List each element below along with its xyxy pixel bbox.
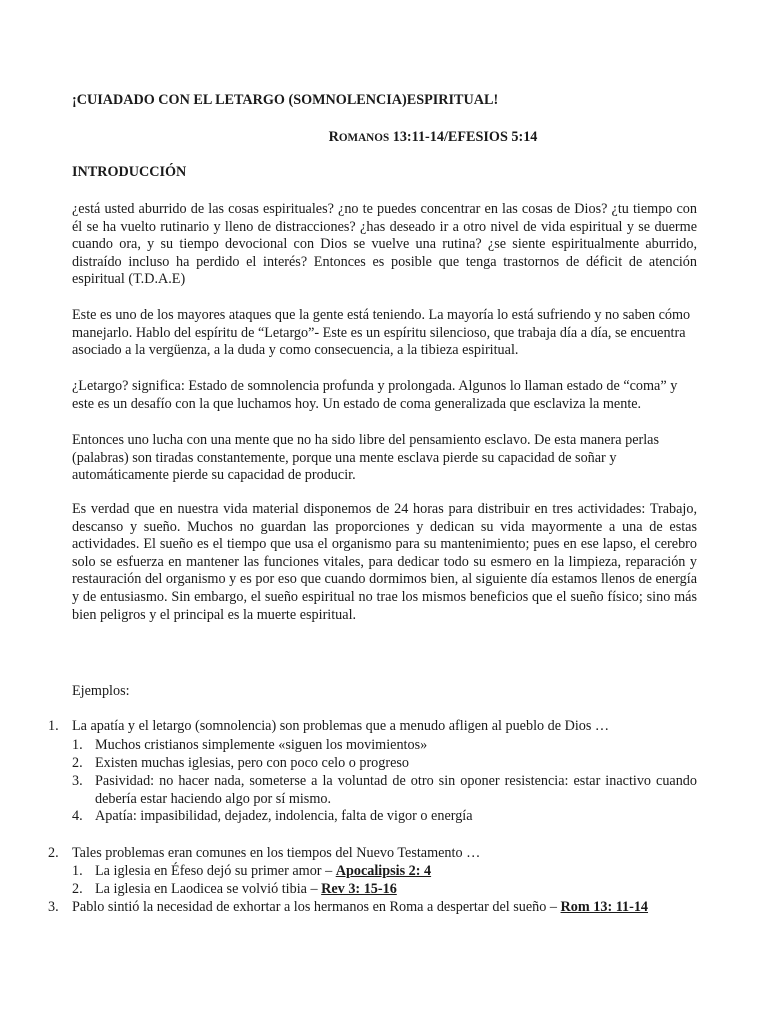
scripture-citation: Rev 3: 15-16 bbox=[321, 881, 397, 897]
list-text: Pablo sintió la necesidad de exhortar a los hermanos en Roma a despertar del sueño – bbox=[72, 899, 561, 915]
section-heading: INTRODUCCIÓN bbox=[72, 164, 187, 180]
list-text-with-reference bbox=[95, 881, 697, 899]
reference-first-letter: R bbox=[328, 129, 339, 145]
list-text: La iglesia en Éfeso dejó su primer amor – bbox=[95, 863, 336, 879]
list-number: 3. bbox=[48, 899, 59, 915]
list-text: Apatía: impasibilidad, dejadez, indolencia, falta de vigor o energía bbox=[95, 808, 473, 824]
paragraph: ¿Letargo? significa: Estado de somnolencia profunda y prolongada. Algunos lo llaman estado de “coma” y este es un desafío con la que luchamos hoy. Un estado de coma generalizada que esclaviza la mente. bbox=[72, 378, 678, 412]
list-text-with-reference bbox=[72, 899, 697, 917]
examples-label: Ejemplos: bbox=[72, 683, 130, 699]
list-number: 4. bbox=[72, 808, 83, 824]
list-text: Tales problemas eran comunes en los tiempos del Nuevo Testamento … bbox=[72, 845, 481, 861]
paragraph: Entonces uno lucha con una mente que no ha sido libre del pensamiento esclavo. De esta manera perlas (palabras) son tiradas constantemente, porque una mente esclava pierde su capacidad de soñar y automáticamente pierde su capacidad de producir. bbox=[72, 432, 660, 484]
list-number: 1. bbox=[48, 718, 59, 734]
paragraph: Este es uno de los mayores ataques que la gente está teniendo. La mayoría lo está sufriendo y no saben cómo manejarlo. Hablo del espíritu de “Letargo”- Este es un espíritu silencioso, que trabaja día a día, se encuentra asociado a la vergüenza, a la duda y como consecuencia, a la tibieza espiritual. bbox=[72, 307, 691, 359]
list-text: Pasividad: no hacer nada, someterse a la voluntad de otro sin oponer resistencia: estar inactivo cuando debería estar haciendo algo por sí mismo. bbox=[95, 773, 697, 807]
document-title: ¡CUIADADO CON EL LETARGO (SOMNOLENCIA)ESPIRITUAL! bbox=[72, 92, 499, 108]
list-number: 1. bbox=[72, 737, 83, 753]
reference-rest: 13:11-14/EFESIOS 5:14 bbox=[389, 129, 538, 145]
list-number: 2. bbox=[48, 845, 59, 861]
list-number: 2. bbox=[72, 881, 83, 897]
list-text: Existen muchas iglesias, pero con poco celo o progreso bbox=[95, 755, 410, 771]
list-text-with-reference bbox=[95, 863, 697, 881]
list-text: La apatía y el letargo (somnolencia) son problemas que a menudo afligen al pueblo de Dios … bbox=[72, 718, 610, 734]
scripture-reference bbox=[0, 129, 768, 148]
list-text: Muchos cristianos simplemente «siguen los movimientos» bbox=[95, 737, 428, 753]
paragraph: ¿está usted aburrido de las cosas espirituales? ¿no te puedes concentrar en las cosas de Dios? ¿tu tiempo con él se ha vuelto rutinario y lleno de distracciones? ¿has deseado ir a otro nivel de vida espiritual y se duerme cuando ora, y su tiempo devocional con Dios se vuelve una rutina? ¿se siente espiritualmente aburrido, distraído incluso ha perdido el interés? Entonces es posible que tenga trastornos de déficit de atención espiritual (T.D.A.E) bbox=[72, 201, 697, 288]
list-number: 1. bbox=[72, 863, 83, 879]
paragraph: Es verdad que en nuestra vida material disponemos de 24 horas para distribuir en tres actividades: Trabajo, descanso y sueño. Muchos no guardan las proporciones y dedican su vida mayormente a una de estas actividades. El sueño es el tiempo que usa el organismo para su mantenimiento; pues en ese lapso, el cerebro solo se esfuerza en mantener las funciones vitales, para dedicar todo su esmero en la limpieza, reparación y restauración del organismo y es por eso que cuando dormimos bien, al siguiente día estamos llenos de energía y de entusiasmo. Sin embargo, el sueño espiritual no trae los mismos beneficios que el sueño físico; sino más bien peligros y el principal es la muerte espiritual. bbox=[72, 501, 697, 623]
list-number: 3. bbox=[72, 773, 83, 789]
list-number: 2. bbox=[72, 755, 83, 771]
reference-small-caps: OMANOS bbox=[338, 132, 390, 144]
scripture-citation: Apocalipsis 2: 4 bbox=[335, 863, 432, 879]
scripture-citation: Rom 13: 11-14 bbox=[560, 899, 649, 915]
list-text: La iglesia en Laodicea se volvió tibia – bbox=[95, 881, 322, 897]
